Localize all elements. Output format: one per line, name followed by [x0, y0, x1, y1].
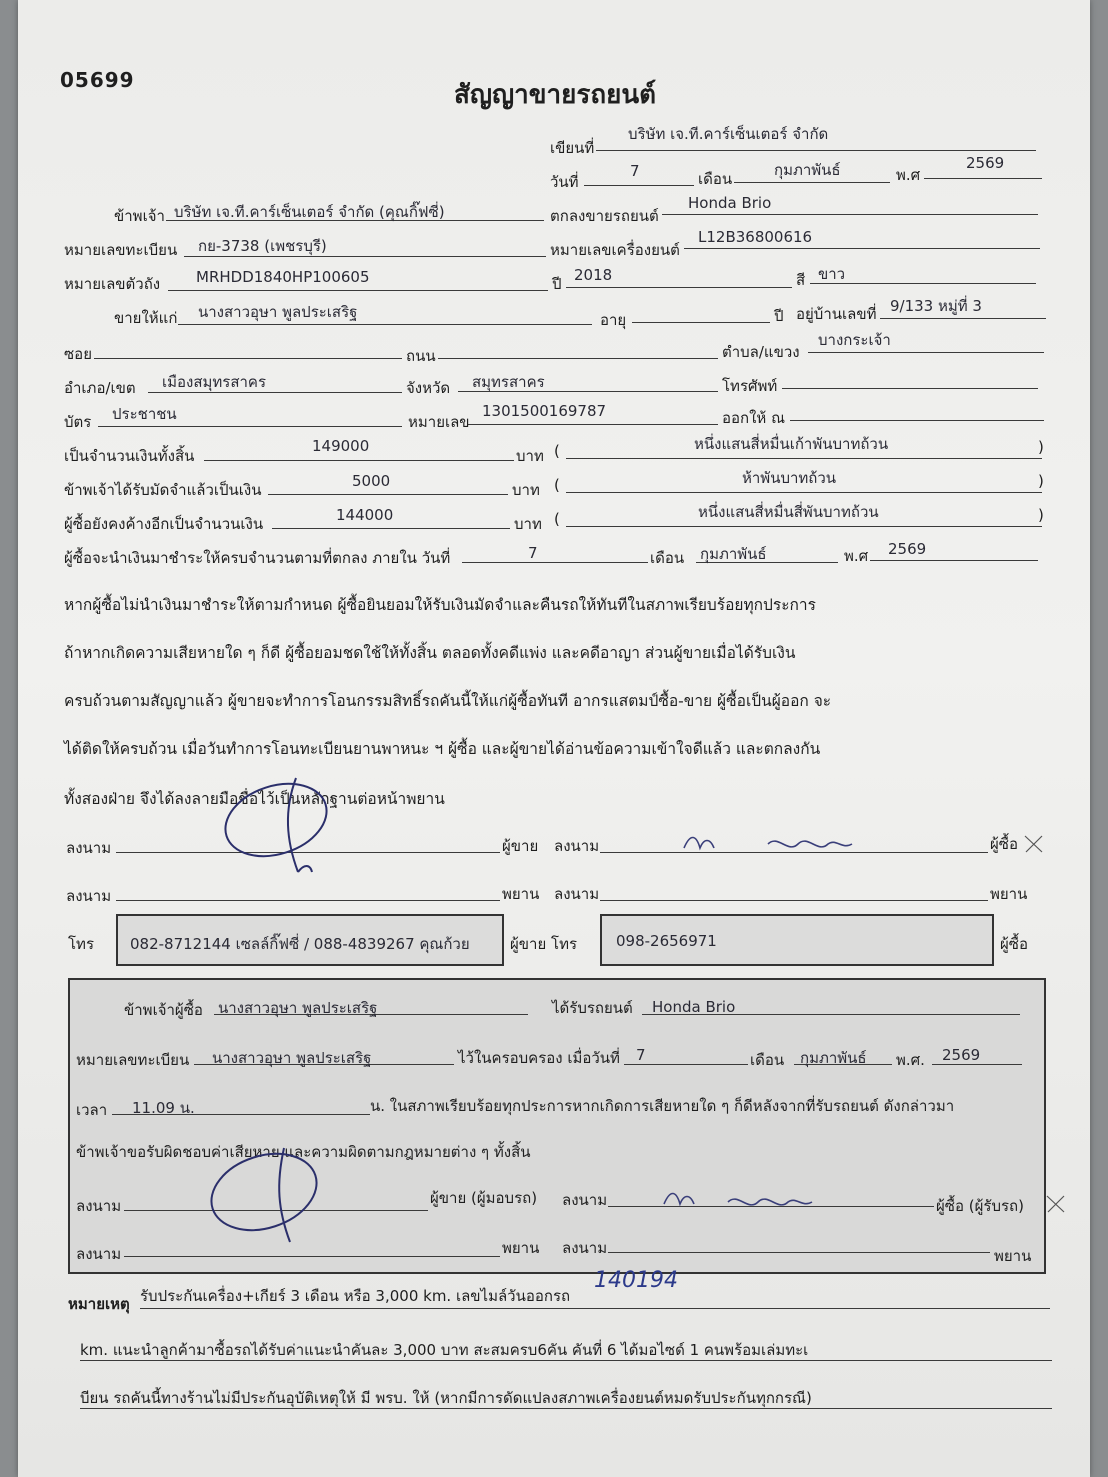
- receipt-witness-role-1: พยาน: [502, 1239, 540, 1257]
- buyer-phone-role: ผู้ซื้อ: [1000, 935, 1028, 953]
- buyer-signature: [678, 824, 868, 864]
- deposit-words: ห้าพันบาทถ้วน: [742, 469, 837, 487]
- buyer-check-mark: [1022, 832, 1046, 856]
- seller-role-label: ผู้ขาย: [502, 837, 539, 855]
- seller-phone-role: ผู้ขาย โทร: [510, 935, 578, 953]
- road-label: ถนน: [406, 347, 436, 365]
- date-year-label: พ.ศ: [896, 166, 921, 184]
- id-card-type: ประชาชน: [112, 405, 177, 423]
- province-value: สมุทรสาคร: [472, 373, 545, 391]
- color-label: สี: [796, 271, 806, 289]
- date-day: 7: [630, 162, 640, 180]
- date-year: 2569: [966, 154, 1005, 172]
- remain-open-paren: (: [554, 510, 560, 528]
- terms-line-1: หากผู้ซื้อไม่นำเงินมาชำระให้ตามกำหนด ผู้ซื้อยินยอมให้รับเงินมัดจำและคืนรถให้ทันทีในสภาพเรียบร้อยทุกประการ: [64, 596, 816, 614]
- receipt-witness-role-2: พยาน: [994, 1247, 1032, 1265]
- deposit-label: ข้าพเจ้าได้รับมัดจำแล้วเป็นเงิน: [64, 481, 262, 499]
- remain-words: หนึ่งแสนสี่หมื่นสี่พันบาทถ้วน: [698, 503, 879, 521]
- subdistrict-value: บางกระเจ้า: [818, 331, 891, 349]
- receipt-buyer-label: ข้าพเจ้าผู้ซื้อ: [124, 1001, 203, 1019]
- receipt-buyer: นางสาวอุษา พูลประเสริฐ: [218, 999, 378, 1017]
- pay-by-month-label: เดือน: [650, 549, 685, 567]
- buyer-years-label: ปี: [774, 307, 784, 325]
- house-no-value: 9/133 หมู่ที่ 3: [890, 297, 982, 315]
- reg-no-value: กย-3738 (เพชรบุรี): [198, 237, 327, 255]
- receipt-car: Honda Brio: [652, 998, 736, 1016]
- total-words: หนึ่งแสนสี่หมื่นเก้าพันบาทถ้วน: [694, 435, 889, 453]
- sign-label-witness-1: ลงนาม: [66, 887, 112, 905]
- sell-car-value: Honda Brio: [688, 194, 772, 212]
- province-label: จังหวัด: [406, 379, 451, 397]
- written-at-label: เขียนที่: [550, 139, 595, 157]
- color-value: ขาว: [818, 265, 846, 283]
- total-close-paren: ): [1038, 438, 1044, 456]
- terms-line-3: ครบถ้วนตามสัญญาแล้ว ผู้ขายจะทำการโอนกรรมสิทธิ์รถคันนี้ให้แก่ผู้ซื้อทันที อากรแสตมป์ซื้อ-ขาย ผู้ซื้อเป็นผู้ออก จะ: [64, 692, 832, 710]
- subdistrict-label: ตำบล/แขวง: [722, 343, 800, 361]
- deposit-close-paren: ): [1038, 472, 1044, 490]
- district-label: อำเภอ/เขต: [64, 379, 136, 397]
- receipt-year: 2569: [942, 1046, 981, 1064]
- remarks-line-2: km. แนะนำลูกค้ามาซื้อรถได้รับค่าแนะนำคันละ 3,000 บาท สะสมครบ6คัน คันที่ 6 ได้มอไซด์ 1 คนพร้อมเล่มทะเ: [80, 1341, 809, 1359]
- buyer-label: ขายให้แก่: [114, 309, 178, 327]
- remarks-mileage: 140194: [594, 1268, 678, 1293]
- sign-label-seller: ลงนาม: [66, 839, 112, 857]
- receipt-reg-label: หมายเลขทะเบียน: [76, 1051, 190, 1069]
- pay-by-month: กุมภาพันธ์: [700, 545, 767, 563]
- witness-role-2: พยาน: [990, 885, 1028, 903]
- phone-label: โทรศัพท์: [722, 377, 778, 395]
- model-year-value: 2018: [574, 266, 613, 284]
- seller-value: บริษัท เจ.ที.คาร์เซ็นเตอร์ จำกัด (คุณกิ๊ฟซี่): [174, 203, 445, 221]
- receipt-responsibility: ข้าพเจ้าขอรับผิดชอบค่าเสียหาย และความผิดตามกฎหมายต่าง ๆ ทั้งสิ้น: [76, 1143, 531, 1161]
- receipt-seller-role: ผู้ขาย (ผู้มอบรถ): [430, 1189, 538, 1207]
- remarks-line-3: บียน รถคันนี้ทางร้านไม่มีประกันอุบัติเหตุให้ มี พรบ. ให้ (หากมีการดัดแปลงสภาพเครื่องยนต์หมดรับประกันทุกกรณี): [80, 1389, 812, 1407]
- receipt-month: กุมภาพันธ์: [800, 1049, 867, 1067]
- total-amount: 149000: [312, 437, 370, 455]
- deposit-amount: 5000: [352, 472, 391, 490]
- total-baht: บาท: [516, 447, 544, 465]
- id-number-value: 1301500169787: [482, 402, 607, 420]
- receipt-sign-buyer-label: ลงนาม: [562, 1191, 608, 1209]
- issued-at-label: ออกให้ ณ: [722, 409, 785, 427]
- buyer-phone-box: [600, 914, 994, 966]
- receipt-received-label: ได้รับรถยนต์: [552, 999, 633, 1017]
- receipt-possess-label: ไว้ในครอบครอง เมื่อวันที่: [458, 1049, 620, 1067]
- terms-line-4: ได้ติดให้ครบถ้วน เมื่อวันทำการโอนทะเบียนยานพาหนะ ฯ ผู้ซื้อ และผู้ขายได้อ่านข้อความเข้าใจดีแล้ว และตกลงกัน: [64, 740, 821, 758]
- engine-no-value: L12B36800616: [698, 228, 813, 246]
- soi-label: ซอย: [64, 345, 92, 363]
- id-card-label: บัตร: [64, 413, 92, 431]
- deposit-open-paren: (: [554, 476, 560, 494]
- receipt-time-label: เวลา: [76, 1101, 108, 1119]
- remain-baht: บาท: [514, 515, 542, 533]
- phones-label: โทร: [68, 935, 95, 953]
- receipt-statement: น. ในสภาพเรียบร้อยทุกประการหากเกิดการเสียหายใด ๆ ก็ดีหลังจากที่รับรถยนต์ ดังกล่าวมา: [370, 1097, 955, 1115]
- remarks-label: หมายเหตุ: [68, 1295, 130, 1313]
- remarks-line-1: รับประกันเครื่อง+เกียร์ 3 เดือน หรือ 3,000 km. เลขไมล์วันออกรถ: [140, 1287, 571, 1305]
- pay-by-day: 7: [528, 544, 538, 562]
- remain-label: ผู้ซื้อยังคงค้างอีกเป็นจำนวนเงิน: [64, 515, 264, 533]
- receipt-sign-seller-label: ลงนาม: [76, 1197, 122, 1215]
- buyer-value: นางสาวอุษา พูลประเสริฐ: [198, 303, 358, 321]
- house-no-label: อยู่บ้านเลขที่: [796, 305, 877, 323]
- terms-line-2: ถ้าหากเกิดความเสียหายใด ๆ ก็ดี ผู้ซื้อยอมชดใช้ให้ทั้งสิ้น ตลอดทั้งคดีแพ่ง และคดีอาญา ส่วนผู้ขายเมื่อได้รับเงิน: [64, 644, 796, 662]
- terms-line-5: ทั้งสองฝ่าย จึงได้ลงลายมือชื่อไว้เป็นหลักฐานต่อหน้าพยาน: [64, 790, 445, 808]
- total-open-paren: (: [554, 442, 560, 460]
- document-number: 05699: [60, 68, 135, 92]
- remain-amount: 144000: [336, 506, 394, 524]
- receipt-buyer-role: ผู้ซื้อ (ผู้รับรถ): [936, 1197, 1024, 1215]
- contract-paper: [18, 0, 1090, 1477]
- reg-no-label: หมายเลขทะเบียน: [64, 241, 178, 259]
- engine-no-label: หมายเลขเครื่องยนต์: [550, 241, 680, 259]
- receipt-time: 11.09 น.: [132, 1099, 195, 1117]
- buyer-role-label: ผู้ซื้อ: [990, 835, 1018, 853]
- pay-by-year-label: พ.ศ: [844, 547, 869, 565]
- seller-phone-box: [116, 914, 504, 966]
- deposit-baht: บาท: [512, 481, 540, 499]
- district-value: เมืองสมุทรสาคร: [162, 373, 267, 391]
- buyer-age-label: อายุ: [600, 311, 627, 329]
- sign-label-witness-2: ลงนาม: [554, 885, 600, 903]
- receipt-buyer-signature: [658, 1182, 848, 1222]
- written-at-value: บริษัท เจ.ที.คาร์เซ็นเตอร์ จำกัด: [628, 125, 829, 143]
- date-month-label: เดือน: [698, 170, 733, 188]
- receipt-check-mark: [1044, 1192, 1068, 1216]
- date-month: กุมภาพันธ์: [774, 161, 841, 179]
- seller-label: ข้าพเจ้า: [114, 207, 165, 225]
- chassis-no-value: MRHDD1840HP100605: [196, 268, 370, 286]
- chassis-no-label: หมายเลขตัวถัง: [64, 275, 161, 293]
- pay-by-label: ผู้ซื้อจะนำเงินมาชำระให้ครบจำนวนตามที่ตกลง ภายใน วันที่: [64, 549, 451, 567]
- sign-label-buyer: ลงนาม: [554, 837, 600, 855]
- witness-role-1: พยาน: [502, 885, 540, 903]
- receipt-year-label: พ.ศ.: [896, 1051, 925, 1069]
- receipt-reg-value: นางสาวอุษา พูลประเสริฐ: [212, 1049, 372, 1067]
- date-day-label: วันที่: [550, 173, 579, 191]
- receipt-sign-witness-label-2: ลงนาม: [562, 1239, 608, 1257]
- seller-signature: [214, 770, 354, 880]
- remain-close-paren: ): [1038, 506, 1044, 524]
- buyer-phone: 098-2656971: [616, 932, 717, 950]
- total-label: เป็นจำนวนเงินทั้งสิ้น: [64, 447, 195, 465]
- receipt-sign-witness-label-1: ลงนาม: [76, 1245, 122, 1263]
- receipt-day: 7: [636, 1046, 646, 1064]
- id-number-label: หมายเลข: [408, 413, 470, 431]
- model-year-label: ปี: [552, 275, 562, 293]
- receipt-month-label: เดือน: [750, 1051, 785, 1069]
- pay-by-year: 2569: [888, 540, 927, 558]
- receipt-seller-signature: [204, 1140, 344, 1250]
- seller-phones: 082-8712144 เซลล์กิ๊ฟซี่ / 088-4839267 คุณก้วย: [130, 935, 470, 953]
- page-title: สัญญาขายรถยนต์: [454, 80, 656, 110]
- sell-car-label: ตกลงขายรถยนต์: [550, 207, 659, 225]
